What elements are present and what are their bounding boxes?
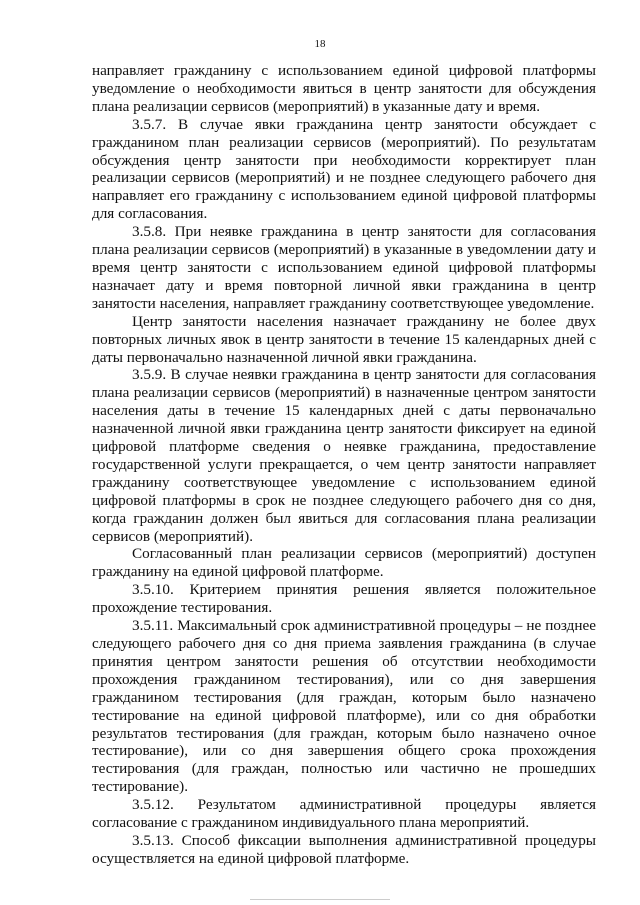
document-body <box>92 62 596 868</box>
paragraph-agreed-plan: Согласованный план реализации сервисов (мероприятий) доступен гражданину на единой цифровой платформе. <box>92 545 596 581</box>
paragraph-repeat-appearances: Центр занятости населения назначает гражданину не более двух повторных личных явок в центр занятости в течение 15 календарных дней с даты первоначально назначенной личной явки гражданина. <box>92 312 596 366</box>
bottom-edge-mark <box>250 899 390 900</box>
paragraph-3-5-13: 3.5.13. Способ фиксации выполнения административной процедуры осуществляется на единой цифровой платформе. <box>92 831 596 867</box>
paragraph-3-5-8: 3.5.8. При неявке гражданина в центр занятости для согласования плана реализации сервисов (мероприятий) в указанные в уведомлении дату и время центр занятости с использованием единой цифровой платформы назначает дату и время повторной личной явки гражданина в центр занятости населения, направляет гражданину соответствующее уведомление. <box>92 223 596 312</box>
paragraph-3-5-12: 3.5.12. Результатом административной процедуры является согласование с гражданином индивидуального плана мероприятий. <box>92 796 596 832</box>
paragraph-continuation: направляет гражданину с использованием единой цифровой платформы уведомление о необходимости явиться в центр занятости для обсуждения плана реализации сервисов (мероприятий) в указанные дату и время. <box>92 62 596 115</box>
page-number: 18 <box>314 38 326 50</box>
paragraph-3-5-9: 3.5.9. В случае неявки гражданина в центр занятости для согласования плана реализации сервисов (мероприятий) в назначенные центром занятости населения даты в течение 15 календарных дней с даты первоначально назначенной личной явки гражданина центр занятости фиксирует на единой цифровой платформе сведения о неявке гражданина, предоставление государственной услуги прекращается, о чем центр занятости направляет гражданину соответствующее уведомление с использованием единой цифровой платформы в срок не позднее следующего рабочего дня со дня, когда гражданин должен был явиться для согласования плана реализации сервисов (мероприятий). <box>92 366 596 545</box>
paragraph-3-5-7: 3.5.7. В случае явки гражданина центр занятости обсуждает с гражданином план реализации сервисов (мероприятий). По результатам обсуждения центр занятости при необходимости корректирует план реализации сервисов (мероприятий) и не позднее следующего рабочего дня направляет его гражданину с использованием единой цифровой платформы для согласования. <box>92 115 596 223</box>
paragraph-3-5-11: 3.5.11. Максимальный срок административной процедуры – не позднее следующего рабочего дня со дня приема заявления гражданина (в случае принятия центром занятости решения об отсутствии необходимости прохождения гражданином тестирования), или со дня завершения гражданином тестирования (для граждан, которым было назначено тестирование на единой цифровой платформе), или со дня обработки результатов тестирования (для граждан, которым было назначено очное тестирование), или со дня завершения общего срока прохождения тестирования (для граждан, полностью или частично не прошедших тестирование). <box>92 617 596 796</box>
paragraph-3-5-10: 3.5.10. Критерием принятия решения является положительное прохождение тестирования. <box>92 581 596 617</box>
